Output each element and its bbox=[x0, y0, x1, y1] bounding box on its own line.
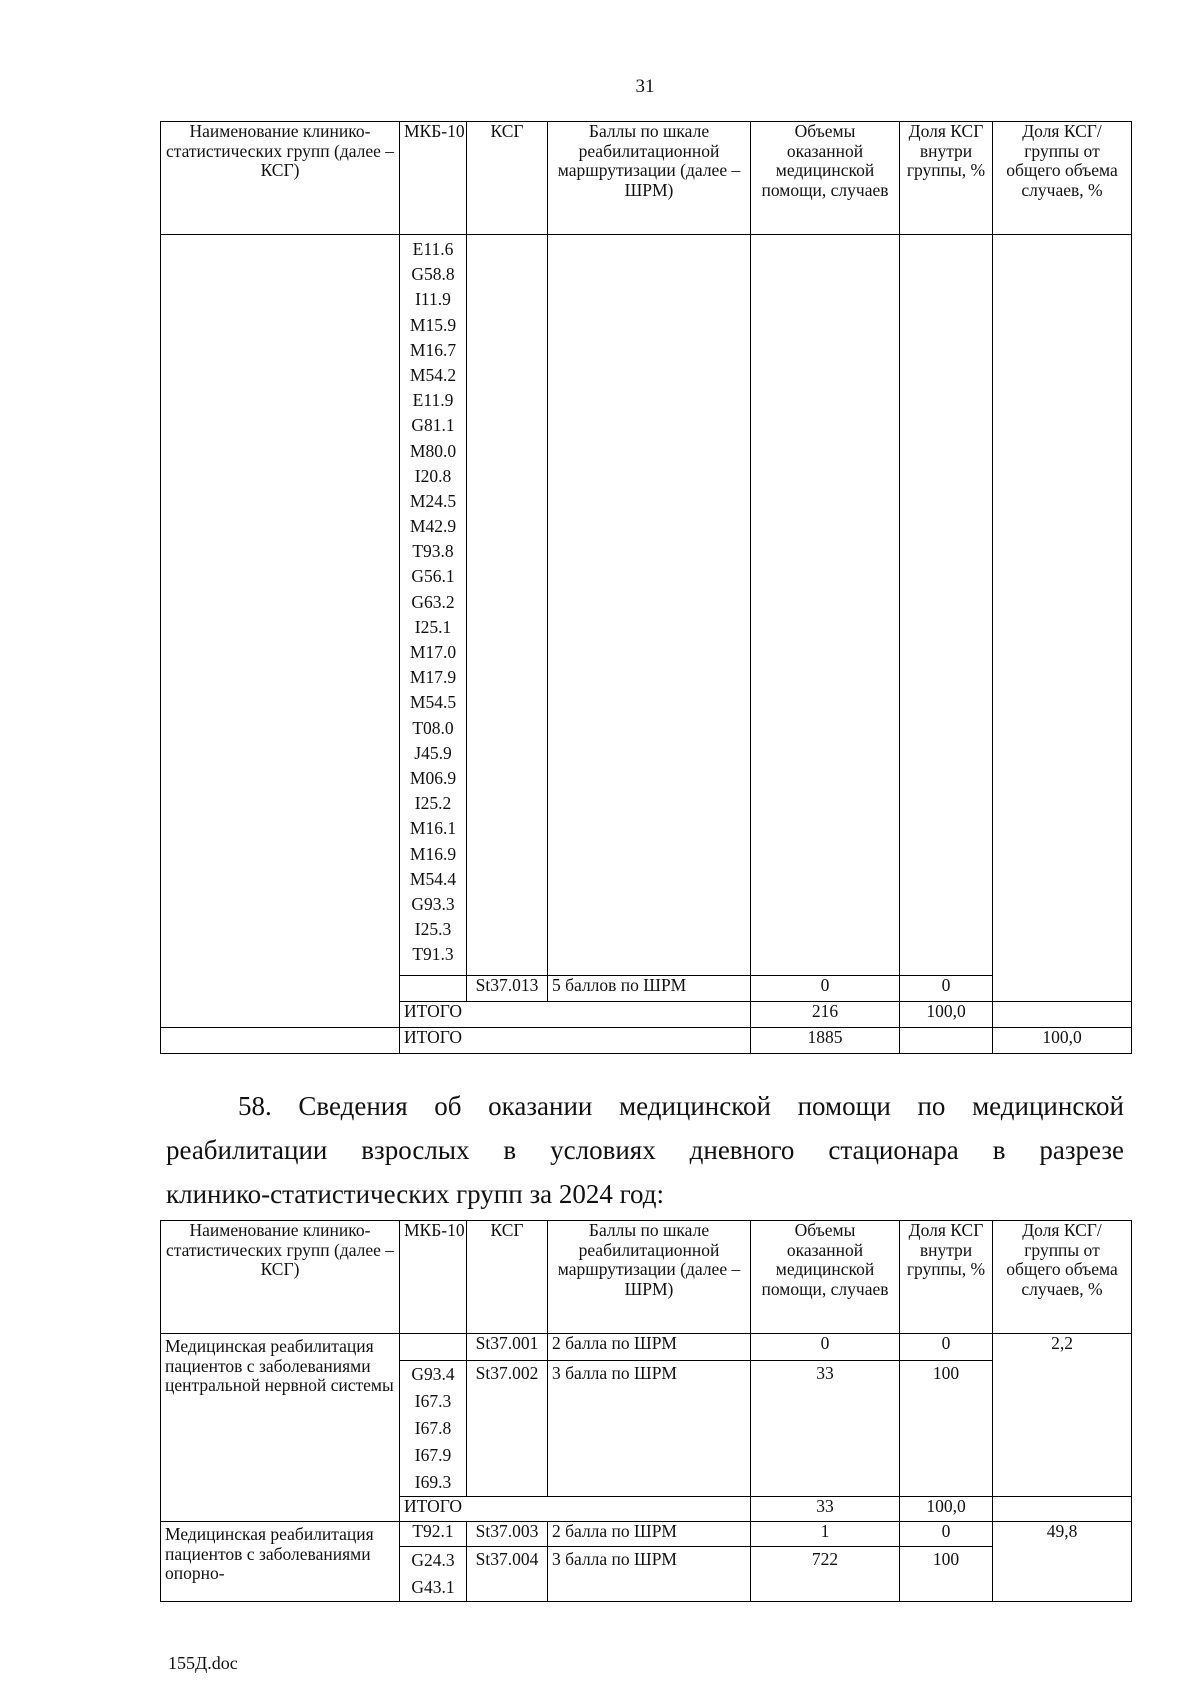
volume-cell: 0 bbox=[751, 976, 900, 1002]
page-number: 31 bbox=[635, 76, 655, 97]
score-cell: 3 балла по ШРМ bbox=[548, 1361, 751, 1497]
volume-cell: 0 bbox=[751, 1334, 900, 1361]
table-continuation bbox=[160, 121, 1132, 1054]
share-cell: 0 bbox=[900, 1334, 993, 1361]
table-header-row bbox=[161, 1221, 1132, 1334]
header-volume: Объемы оказанной медицинской помощи, случаев bbox=[751, 122, 900, 235]
mkb-code-cell: T92.1 bbox=[400, 1522, 467, 1547]
total-share-cell: 49,8 bbox=[993, 1522, 1132, 1602]
header-share-total: Доля КСГ/группы от общего объема случаев, % bbox=[993, 122, 1132, 235]
ksg-cell: St37.003 bbox=[467, 1522, 548, 1547]
itogo-label: ИТОГО bbox=[400, 1002, 751, 1028]
header-ksg: КСГ bbox=[467, 1221, 548, 1334]
volume-cell: 722 bbox=[751, 1547, 900, 1602]
itogo-share: 100,0 bbox=[900, 1497, 993, 1522]
paragraph-line: 58. Сведения об оказании медицинской помощи по медицинской bbox=[238, 1091, 1124, 1121]
header-share-total: Доля КСГ/группы от общего объема случаев, % bbox=[993, 1221, 1132, 1334]
file-name-footer: 155Д.doc bbox=[168, 1653, 238, 1673]
volume-cell: 1 bbox=[751, 1522, 900, 1547]
itogo-total-label: ИТОГО bbox=[400, 1028, 751, 1054]
header-group-name: Наименование клинико-статистических групп (далее – КСГ) bbox=[161, 1221, 400, 1334]
share-cell: 100 bbox=[900, 1547, 993, 1602]
header-shrm-score: Баллы по шкале реабилитационной маршрутизации (далее – ШРМ) bbox=[548, 1221, 751, 1334]
header-group-name: Наименование клинико-статистических групп (далее – КСГ) bbox=[161, 122, 400, 235]
itogo-label: ИТОГО bbox=[400, 1497, 751, 1522]
score-cell: 5 баллов по ШРМ bbox=[548, 976, 751, 1002]
share-cell: 0 bbox=[900, 1522, 993, 1547]
score-cell: 2 балла по ШРМ bbox=[548, 1522, 751, 1547]
section-58-paragraph bbox=[166, 1084, 1124, 1216]
paragraph-line: реабилитации взрослых в условиях дневного стационара в разрезе bbox=[166, 1135, 1124, 1165]
table-row bbox=[161, 1522, 1132, 1547]
group-name-cell bbox=[161, 235, 400, 1028]
table-header-row bbox=[161, 122, 1132, 235]
ksg-cell: St37.013 bbox=[467, 976, 548, 1002]
group-name-cell: Медицинская реабилитация пациентов с заболеваниями опорно- bbox=[161, 1522, 400, 1602]
header-shrm-score: Баллы по шкале реабилитационной маршрутизации (далее – ШРМ) bbox=[548, 122, 751, 235]
itogo-total-row bbox=[161, 1028, 1132, 1054]
itogo-total-volume: 1885 bbox=[751, 1028, 900, 1054]
table-row bbox=[161, 235, 1132, 976]
ksg-cell: St37.002 bbox=[467, 1361, 548, 1497]
itogo-total-share: 100,0 bbox=[993, 1028, 1132, 1054]
header-share-in-group: Доля КСГ внутри группы, % bbox=[900, 1221, 993, 1334]
itogo-share: 100,0 bbox=[900, 1002, 993, 1028]
mkb-codes-cell: G24.3 G43.1 bbox=[400, 1547, 467, 1602]
share-cell: 0 bbox=[900, 976, 993, 1002]
ksg-cell: St37.001 bbox=[467, 1334, 548, 1361]
header-mkb: МКБ-10 bbox=[400, 122, 467, 235]
ksg-cell: St37.004 bbox=[467, 1547, 548, 1602]
header-share-in-group: Доля КСГ внутри группы, % bbox=[900, 122, 993, 235]
volume-cell: 33 bbox=[751, 1361, 900, 1497]
header-volume: Объемы оказанной медицинской помощи, случаев bbox=[751, 1221, 900, 1334]
score-cell: 2 балла по ШРМ bbox=[548, 1334, 751, 1361]
group-name-cell: Медицинская реабилитация пациентов с заболеваниями центральной нервной системы bbox=[161, 1334, 400, 1522]
header-mkb: МКБ-10 bbox=[400, 1221, 467, 1334]
score-cell: 3 балла по ШРМ bbox=[548, 1547, 751, 1602]
mkb-codes-cell: G93.4 I67.3 I67.8 I67.9 I69.3 bbox=[400, 1361, 467, 1497]
total-share-cell: 2,2 bbox=[993, 1334, 1132, 1497]
itogo-volume: 216 bbox=[751, 1002, 900, 1028]
mkb-codes-cell: E11.6 G58.8 I11.9 M15.9 M16.7 M54.2 E11.9 G81.1 M80.0 I20.8 M24.5 M42.9 T93.8 G56.1 G63.2 I25.1 M17.0 M17.9 M54.5 T08.0 J45.9 M06.9 I25.2 M16.1 M16.9 M54.4 G93.3 I25.3 T91.3 bbox=[400, 235, 467, 976]
paragraph-line: клинико-статистических групп за 2024 год: bbox=[166, 1179, 664, 1209]
table-section-58 bbox=[160, 1220, 1132, 1602]
table-row bbox=[161, 1334, 1132, 1361]
itogo-volume: 33 bbox=[751, 1497, 900, 1522]
header-ksg: КСГ bbox=[467, 122, 548, 235]
share-cell: 100 bbox=[900, 1361, 993, 1497]
total-share-cell bbox=[993, 235, 1132, 1002]
